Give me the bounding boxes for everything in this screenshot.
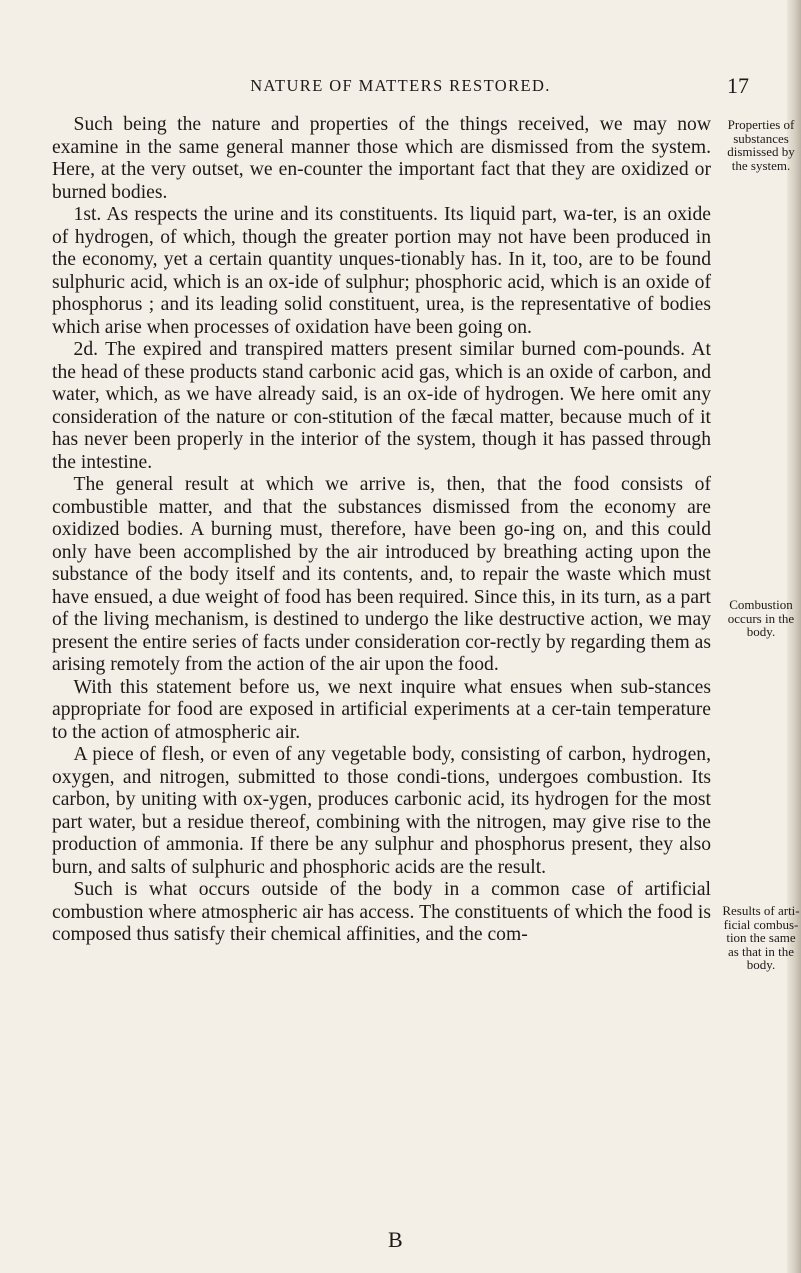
running-head: NATURE OF MATTERS RESTORED.	[250, 76, 551, 95]
page-number: 17	[727, 73, 749, 98]
paragraph: Such being the nature and properties of the things received, we may now examine in the same general manner those which are dismissed from the system. Here, at the very outset, we en-counter the important fact that they are oxidized or burned bodies.	[52, 114, 711, 203]
margin-note: Combustion occurs in the body.	[727, 597, 795, 639]
paragraph: With this statement before us, we next inquire what ensues when sub-stances appropriate for food are exposed in artificial experiments at a cer-tain temperature to the action of atmospheric air.	[52, 676, 711, 743]
paragraph: Such is what occurs outside of the body in a common case of artificial combustion where atmospheric air has access. The constituents of which the food is composed thus satisfy their chemical affinities, and the com-	[52, 879, 711, 945]
paragraph: 1st. As respects the urine and its constituents. Its liquid part, wa-ter, is an oxide of hydrogen, of which, though the greater portion may not have been produced in the economy, yet a certain quantity unques-tionably has. In it, too, are to be found sulphuric acid, which is an ox-ide of sulphur; phosphoric acid, which is an oxide of phosphorus ; and its leading solid constituent, urea, is the representative of bodies which arise when processes of oxidation have been going on.	[52, 204, 711, 338]
page-header	[0, 73, 801, 102]
paragraph: A piece of flesh, or even of any vegetable body, consisting of carbon, hydrogen, oxygen, and nitrogen, submitted to those condi-tions, undergoes combustion. Its carbon, by uniting with ox-ygen, produces carbonic acid, its hydrogen for the most part water, but a residue thereof, combining with the nitrogen, may give rise to the production of ammonia. If there be any sulphur and phosphorus present, they also burn, and salts of sulphuric and phosphoric acids are the result.	[52, 744, 711, 878]
body-text	[52, 114, 711, 947]
margin-note: Results of arti-ficial combus-tion the same as that in the body.	[722, 903, 800, 972]
signature-mark: B	[388, 1227, 403, 1252]
paragraph: 2d. The expired and transpired matters present similar burned com-pounds. At the head of these products stand carbonic acid gas, which is an oxide of carbon, and water, which, as we have already said, is an ox-ide of hydrogen. We here omit any consideration of the nature or con-stitution of the fæcal matter, because much of it has never been properly in the interior of the system, though it has passed through the intestine.	[52, 339, 711, 473]
paragraph: The general result at which we arrive is, then, that the food consists of combustible matter, and that the substances dismissed from the economy are oxidized bodies. A burning must, therefore, have been go-ing on, and this could only have been accomplished by the air introduced by breathing acting upon the substance of the body itself and its contents, and, to repair the waste which must have ensued, a due weight of food has been required. Since this, in its turn, as a part of the living mechanism, is destined to undergo the like destructive action, we may present the entire series of facts under consideration cor-rectly by regarding them as arising remotely from the action of the air upon the food.	[52, 474, 711, 675]
margin-note: Properties of substances dismissed by the system.	[727, 117, 795, 173]
